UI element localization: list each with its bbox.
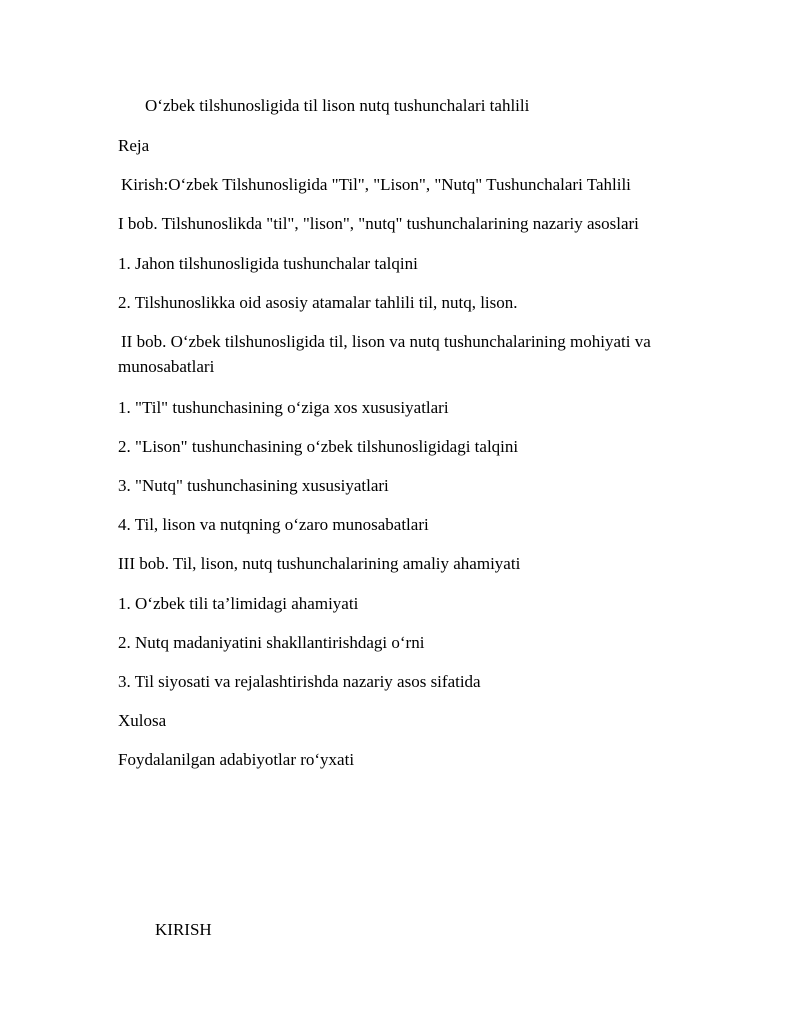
plan-references: Foydalanilgan adabiyotlar ro‘yxati <box>118 750 355 769</box>
plan-intro: Kirish:O‘zbek Tilshunosligida "Til", "Lison", "Nutq" Tushunchalari Tahlili <box>121 175 631 194</box>
chapter-3-item: 3. Til siyosati va rejalashtirishda nazariy asos sifatida <box>118 672 481 691</box>
document-title: O‘zbek tilshunosligida til lison nutq tushunchalari tahlili <box>145 96 530 115</box>
section-heading: KIRISH <box>155 920 212 939</box>
plan-heading: Reja <box>118 136 150 155</box>
chapter-2-item: 3. "Nutq" tushunchasining xususiyatlari <box>118 476 389 495</box>
chapter-3-item: 1. O‘zbek tili ta’limidagi ahamiyati <box>118 594 359 613</box>
chapter-2-title <box>118 329 688 379</box>
plan-conclusion: Xulosa <box>118 711 167 730</box>
chapter-1-item: 2. Tilshunoslikka oid asosiy atamalar tahlili til, nutq, lison. <box>118 293 518 312</box>
chapter-2-item: 4. Til, lison va nutqning o‘zaro munosabatlari <box>118 515 429 534</box>
chapter-3-title: III bob. Til, lison, nutq tushunchalarining amaliy ahamiyati <box>118 554 521 573</box>
chapter-3-item: 2. Nutq madaniyatini shakllantirishdagi o‘rni <box>118 633 425 652</box>
chapter-2-title-text: II bob. O‘zbek tilshunosligida til, lison va nutq tushunchalarining mohiyati va munosabatlari <box>118 332 651 376</box>
chapter-1-item: 1. Jahon tilshunosligida tushunchalar talqini <box>118 254 418 273</box>
chapter-1-title: I bob. Tilshunoslikda "til", "lison", "nutq" tushunchalarining nazariy asoslari <box>118 214 639 233</box>
chapter-2-item: 1. "Til" tushunchasining o‘ziga xos xususiyatlari <box>118 398 449 417</box>
chapter-2-item: 2. "Lison" tushunchasining o‘zbek tilshunosligidagi talqini <box>118 437 519 456</box>
